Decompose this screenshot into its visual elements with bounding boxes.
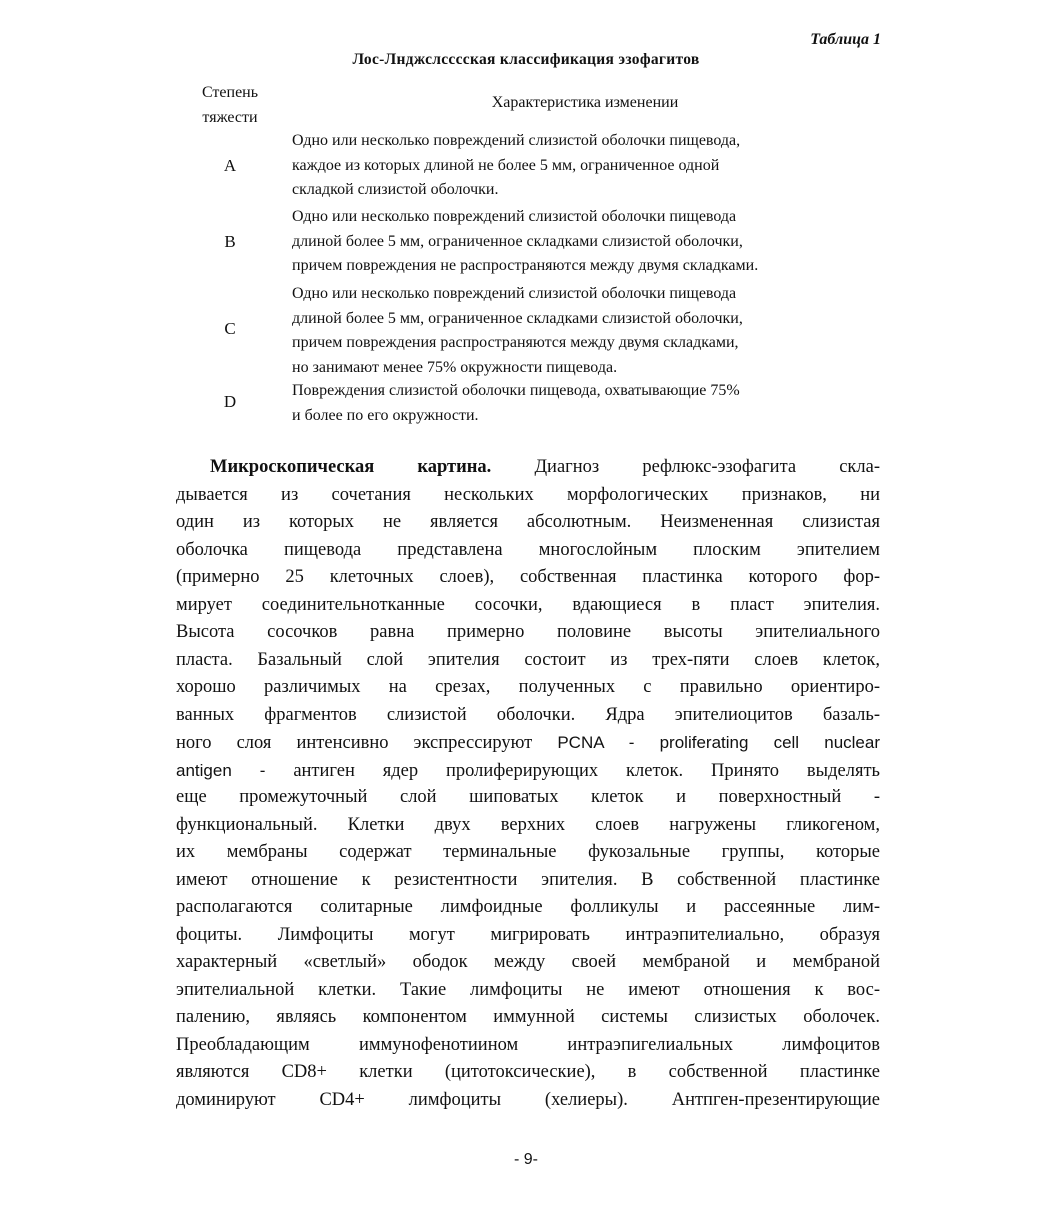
paragraph-text: ного слоя интенсивно экспрессируют xyxy=(176,733,533,753)
paragraph-line xyxy=(176,454,880,482)
description-line: и более по его окружности. xyxy=(292,406,479,424)
description-line: длиной более 5 мм, ограниченное складками слизистой оболочки, xyxy=(292,309,743,327)
table-header-characteristic: Характеристика изменении xyxy=(491,94,679,111)
paragraph-line: функциональный. Клетки двух верхних слоев нагружены гликогеном, xyxy=(176,814,880,835)
description-line: длиной более 5 мм, ограниченное складками слизистой оболочки, xyxy=(292,232,743,250)
body-paragraph xyxy=(176,454,880,1114)
paragraph-line: их мембраны содержат терминальные фукозальные группы, которые xyxy=(176,842,880,862)
paragraph-line: хорошо различимых на срезах, полученных с правильно ориентиро- xyxy=(176,677,880,697)
paragraph-line: (примерно 25 клеточных слоев), собственная пластинка которого фор- xyxy=(176,567,880,587)
description-line: складкой слизистой оболочки. xyxy=(292,181,499,198)
description-line: причем повреждения распространяются между двумя складками, xyxy=(292,334,739,351)
description-line: но занимают менее 75% окружности пищевода. xyxy=(292,358,618,376)
table-row-a xyxy=(176,129,880,203)
paragraph-line: дывается из сочетания нескольких морфологических признаков, ни xyxy=(176,484,880,505)
paragraph-line: Преобладающим иммунофенотиином интраэпигелиальных лимфоцитов xyxy=(176,1034,880,1055)
paragraph-line: палению, являясь компонентом иммунной системы слизистых оболочек. xyxy=(176,1007,880,1027)
antigen-term: antigen - xyxy=(176,760,266,780)
grade-cell: B xyxy=(224,232,236,251)
grade-cell: A xyxy=(223,156,237,175)
paragraph-line: эпителиальной клетки. Такие лимфоциты не имеют отношения к вос- xyxy=(176,979,880,1000)
table-number-label: Таблица 1 xyxy=(810,31,881,48)
grade-cell: C xyxy=(224,319,236,338)
paragraph-line: один из которых не является абсолютным. Неизмененная слизистая xyxy=(176,512,880,532)
description-line: Одно или несколько повреждений слизистой оболочки пищевода xyxy=(292,285,737,302)
paragraph-line: фоциты. Лимфоциты могут мигрировать интраэпителиально, образуя xyxy=(176,924,880,945)
paragraph-line: характерный «светлый» ободок между своей мембраной и мембраной xyxy=(176,952,880,972)
page-number: - 9- xyxy=(514,1151,538,1168)
description-line: каждое из которых длиной не более 5 мм, ограниченное одной xyxy=(292,156,720,174)
paragraph-line: пласта. Базальный слой эпителия состоит из трех-пяти слоев клеток, xyxy=(176,649,880,670)
paragraph-text: Диагноз рефлюкс-эзофагита скла- xyxy=(534,457,881,477)
description-line: Одно или несколько повреждений слизистой оболочки пищевода, xyxy=(292,132,741,149)
description-cell xyxy=(292,282,882,380)
paragraph-line: еще промежуточный слой шиповатых клеток и поверхностный - xyxy=(176,787,880,807)
description-line: Одно или несколько повреждений слизистой оболочки пищевода xyxy=(292,208,737,225)
description-cell xyxy=(292,379,882,428)
description-cell xyxy=(292,205,882,279)
paragraph-line: мирует соединительнотканные сосочки, вдающиеся в пласт эпителия. xyxy=(176,594,880,615)
section-heading: Микроскопическая картина. xyxy=(210,457,492,477)
table-title: Лос-Лнджслсссская классификация эзофагитов xyxy=(352,51,700,68)
table-row-b xyxy=(176,205,880,279)
description-cell xyxy=(292,129,882,203)
table-header-degree-line: тяжести xyxy=(202,109,258,126)
paragraph-line: ванных фрагментов слизистой оболочки. Ядра эпителиоцитов базаль- xyxy=(176,704,880,725)
table-row-c xyxy=(176,282,880,378)
paragraph-line: оболочка пищевода представлена многослойным плоским эпителием xyxy=(176,539,880,560)
pcna-term: PCNA - proliferating cell nuclear xyxy=(557,733,880,752)
table-header-degree-line: Степень xyxy=(201,84,259,101)
table-row-d xyxy=(176,379,880,429)
table-header-degree xyxy=(176,80,284,130)
description-line: причем повреждения не распространяются между двумя складками. xyxy=(292,257,759,274)
paragraph-line xyxy=(176,757,880,785)
grade-cell: D xyxy=(223,392,237,411)
paragraph-line xyxy=(176,729,880,757)
paragraph-text: антиген ядер пролиферирующих клеток. Принято выделять xyxy=(293,760,880,781)
paragraph-line: располагаются солитарные лимфоидные фолликулы и рассеянные лим- xyxy=(176,897,880,917)
description-line: Повреждения слизистой оболочки пищевода, охватывающие 75% xyxy=(292,382,740,399)
paragraph-line: Высота сосочков равна примерно половине высоты эпителиального xyxy=(176,622,880,642)
paragraph-line: имеют отношение к резистентности эпителия. В собственной пластинке xyxy=(176,869,880,890)
paragraph-line: являются CD8+ клетки (цитотоксические), в собственной пластинке xyxy=(176,1062,880,1082)
paragraph-line: доминируют CD4+ лимфоциты (хелиеры). Антпген-презентирующие xyxy=(176,1089,880,1110)
